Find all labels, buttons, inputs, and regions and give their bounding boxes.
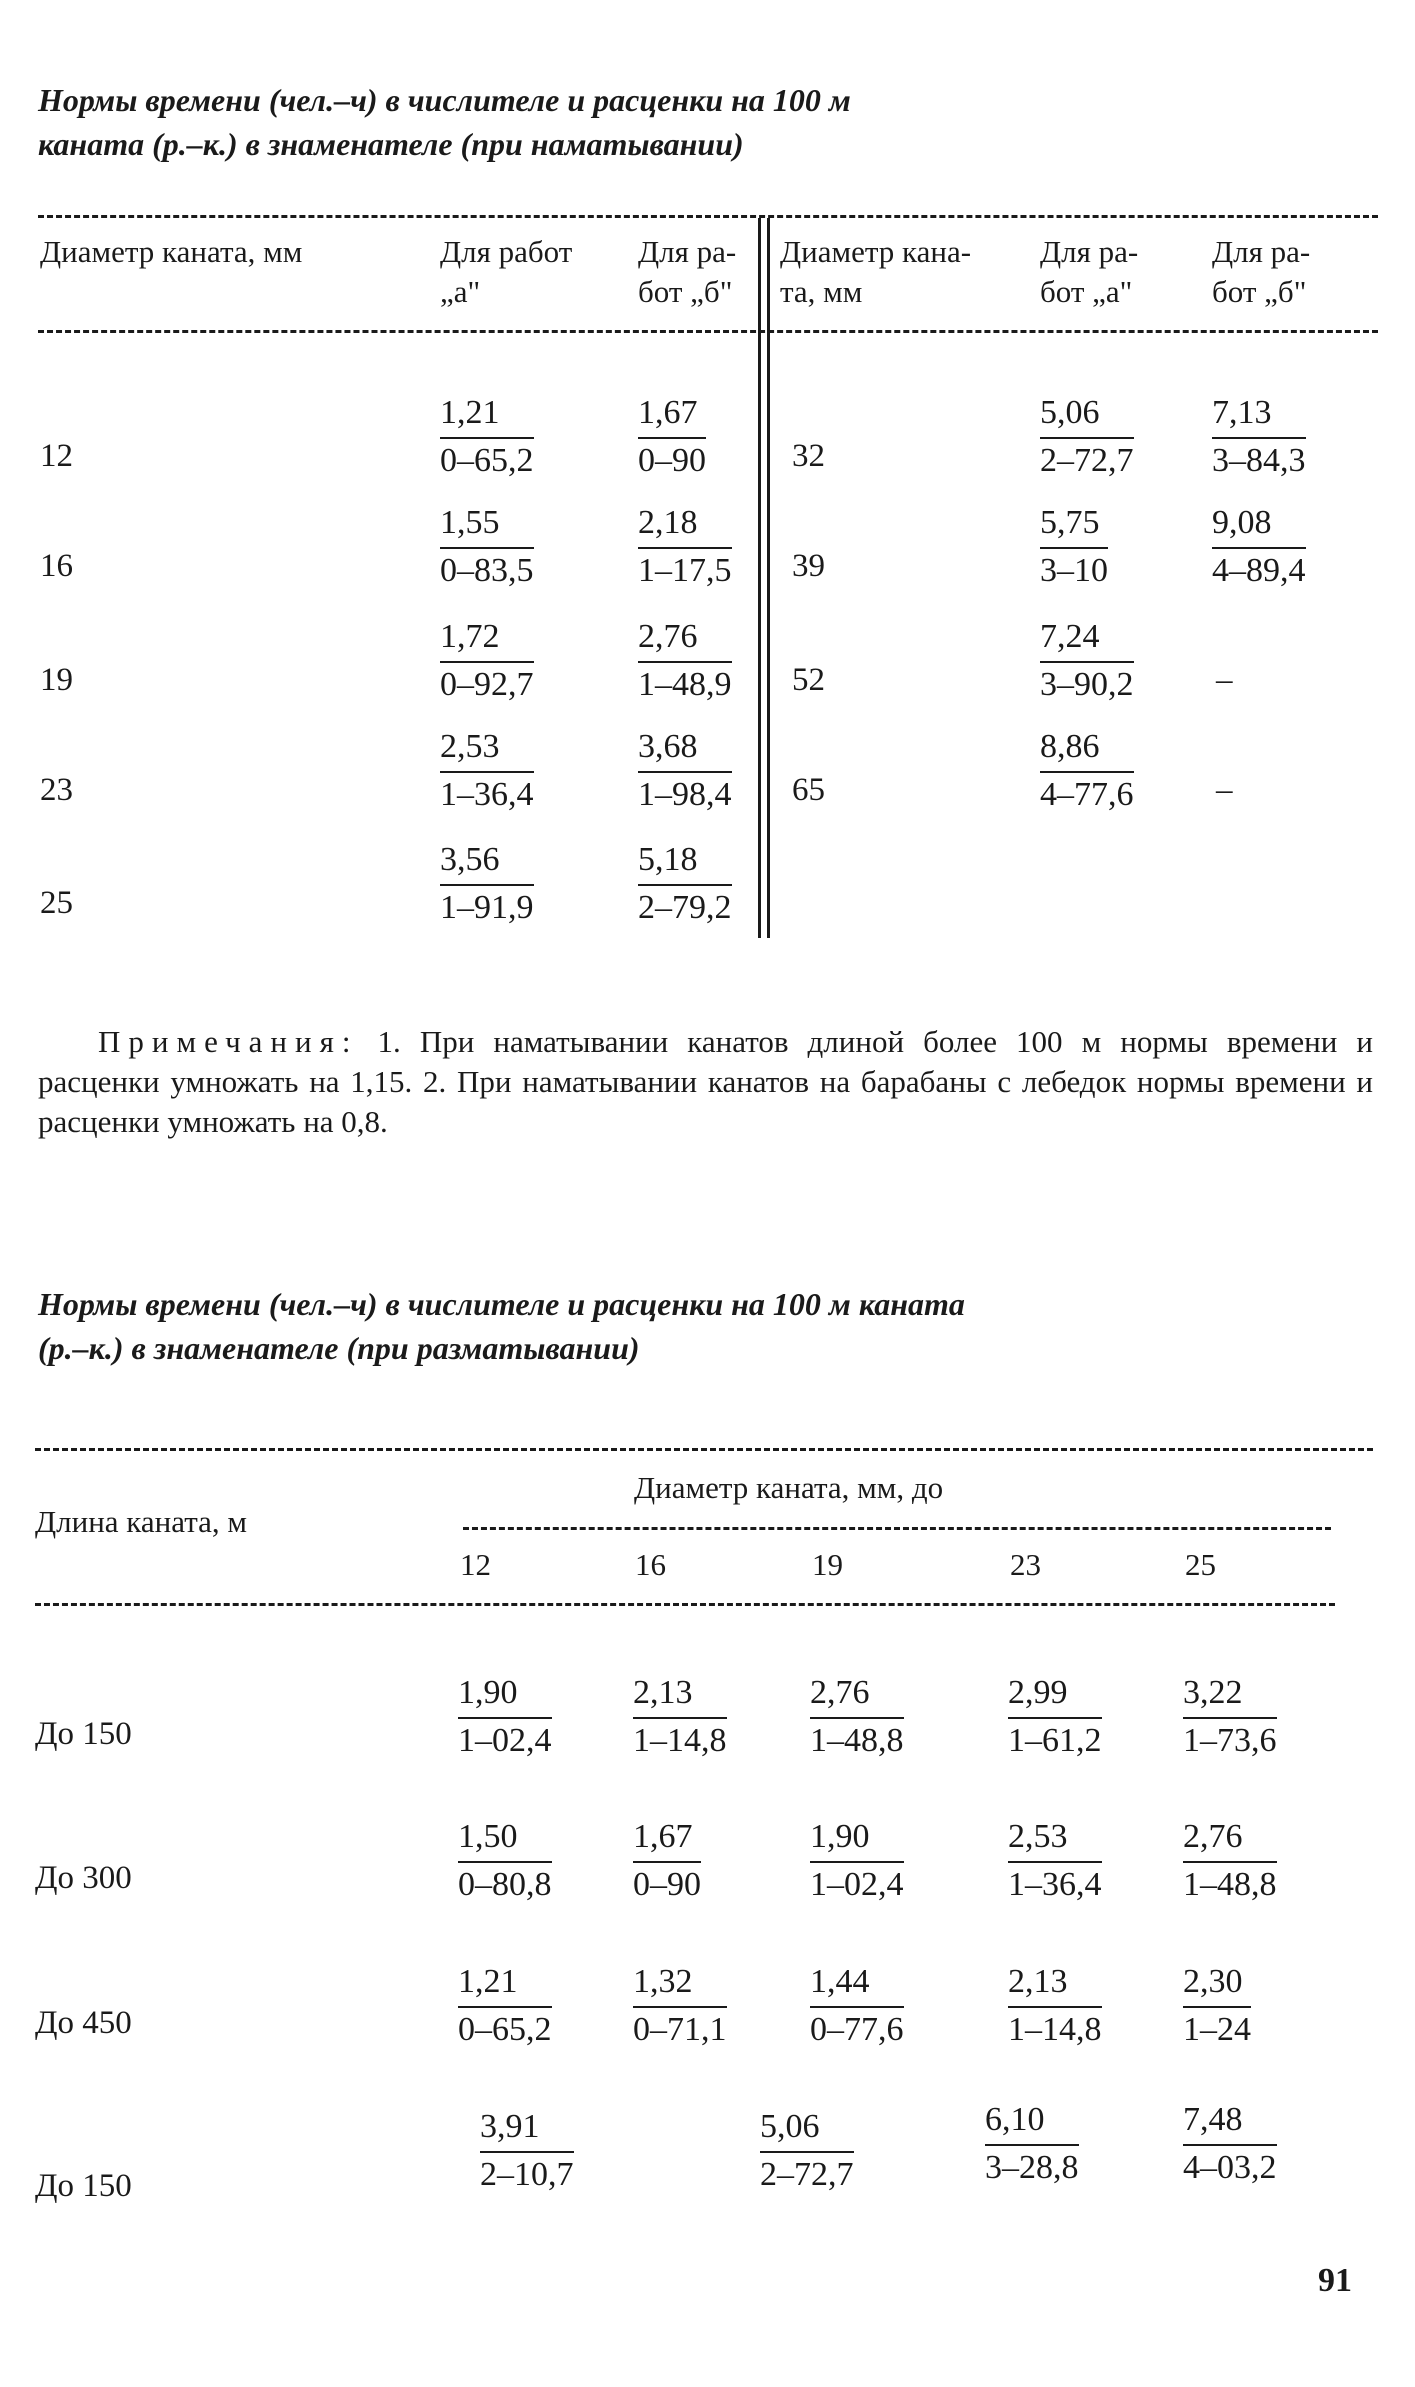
- t1-header-a-left-1: Для работ: [440, 234, 573, 269]
- t2-row3-col23: [1008, 1962, 1102, 2050]
- denominator: 1–14,8: [1008, 2006, 1102, 2050]
- t2-row2-col25: [1183, 1817, 1277, 1905]
- t2-row2-col16: [633, 1817, 701, 1905]
- t2-row2-col12: [458, 1817, 552, 1905]
- numerator: 2,99: [1008, 1674, 1068, 1711]
- numerator: 7,13: [1212, 394, 1272, 431]
- numerator: 2,18: [638, 504, 698, 541]
- t2-row1-col25: [1183, 1673, 1277, 1761]
- table2-header-rule: [35, 1603, 1335, 1606]
- t2-row1-col12: [458, 1673, 552, 1761]
- numerator: 1,67: [638, 394, 698, 431]
- t1-header-b-left-1: Для ра-: [638, 234, 737, 269]
- t2-header-length: Длина каната, м: [35, 1504, 248, 1539]
- numerator: 3,56: [440, 841, 500, 878]
- t2-row4-label: До 150: [35, 2168, 132, 2204]
- numerator: 2,13: [1008, 1963, 1068, 2000]
- numerator: 1,21: [458, 1963, 518, 2000]
- numerator: 3,22: [1183, 1674, 1243, 1711]
- numerator: 6,10: [985, 2101, 1045, 2138]
- t1-header-b-left-2: бот „б": [638, 274, 733, 309]
- denominator: 1–48,8: [810, 1717, 904, 1761]
- table1-divider-a: [758, 218, 761, 938]
- numerator: 3,68: [638, 728, 698, 765]
- t1-header-diameter-right-2: та, мм: [780, 274, 863, 309]
- denominator: 0–71,1: [633, 2006, 727, 2050]
- t1-right-row4-a: [1040, 727, 1134, 815]
- t2-col-12: 12: [460, 1547, 491, 1582]
- t2-row4-cell3: [985, 2100, 1079, 2188]
- table1-divider-b: [767, 218, 770, 938]
- notes-paragraph: [38, 1022, 1373, 1142]
- t1-left-row2-a: [440, 503, 534, 591]
- denominator: 0–80,8: [458, 1861, 552, 1905]
- table2-top-rule: [35, 1448, 1373, 1451]
- numerator: 5,18: [638, 841, 698, 878]
- t1-header-b-right-2: бот „б": [1212, 274, 1307, 309]
- numerator: 7,24: [1040, 618, 1100, 655]
- denominator: 2–10,7: [480, 2151, 574, 2195]
- denominator: 4–89,4: [1212, 547, 1306, 591]
- t2-col-16: 16: [635, 1547, 666, 1582]
- section2-title-line1: Нормы времени (чел.–ч) в числителе и расценки на 100 м каната: [38, 1286, 965, 1322]
- t1-left-row4-a: [440, 727, 534, 815]
- denominator: 2–72,7: [760, 2151, 854, 2195]
- t1-left-row1-a: [440, 393, 534, 481]
- t1-right-row3-b-empty: –: [1216, 662, 1233, 698]
- t1-left-row3-diameter: 19: [40, 662, 73, 698]
- t1-left-row4-b: [638, 727, 732, 815]
- denominator: 2–72,7: [1040, 437, 1134, 481]
- denominator: 1–02,4: [810, 1861, 904, 1905]
- t2-header-diameter: Диаметр каната, мм, до: [634, 1470, 944, 1505]
- denominator: 1–02,4: [458, 1717, 552, 1761]
- t2-col-19: 19: [812, 1547, 843, 1582]
- t1-header-diameter-left: Диаметр каната, мм: [40, 234, 303, 269]
- t1-left-row3-b: [638, 617, 732, 705]
- t2-row3-col12: [458, 1962, 552, 2050]
- t2-row4-cell1: [480, 2107, 574, 2195]
- notes-text: 1. При наматывании канатов длиной более 100 м нормы времени и расценки умножать на 1,15. 2. При наматывании канатов на барабаны с лебедок нормы времени и расценки умножать на 0,8.: [38, 1024, 1373, 1139]
- section2-title-line2: (р.–к.) в знаменателе (при разматывании): [38, 1330, 640, 1366]
- t1-left-row4-diameter: 23: [40, 772, 73, 808]
- numerator: 1,90: [458, 1674, 518, 1711]
- t1-right-row1-diameter: 32: [792, 438, 825, 474]
- t2-row1-col23: [1008, 1673, 1102, 1761]
- t1-left-row2-diameter: 16: [40, 548, 73, 584]
- denominator: 1–98,4: [638, 771, 732, 815]
- denominator: 3–10: [1040, 547, 1108, 591]
- t2-row3-col19: [810, 1962, 904, 2050]
- t1-header-a-left-2: „а": [440, 274, 481, 309]
- numerator: 1,32: [633, 1963, 693, 2000]
- denominator: 0–83,5: [440, 547, 534, 591]
- t2-row2-col19: [810, 1817, 904, 1905]
- numerator: 5,06: [760, 2108, 820, 2145]
- t1-left-row2-b: [638, 503, 732, 591]
- t2-row1-label: До 150: [35, 1716, 132, 1752]
- denominator: 1–24: [1183, 2006, 1251, 2050]
- t1-right-row1-a: [1040, 393, 1134, 481]
- numerator: 8,86: [1040, 728, 1100, 765]
- t1-right-row4-diameter: 65: [792, 772, 825, 808]
- denominator: 0–90: [638, 437, 706, 481]
- t2-row3-col25: [1183, 1962, 1251, 2050]
- numerator: 5,06: [1040, 394, 1100, 431]
- numerator: 1,67: [633, 1818, 693, 1855]
- denominator: 4–03,2: [1183, 2144, 1277, 2188]
- numerator: 7,48: [1183, 2101, 1243, 2138]
- numerator: 1,21: [440, 394, 500, 431]
- numerator: 3,91: [480, 2108, 540, 2145]
- t2-col-25: 25: [1185, 1547, 1216, 1582]
- table1-top-rule: [38, 215, 1378, 218]
- t1-header-a-right-1: Для ра-: [1040, 234, 1139, 269]
- t1-left-row1-b: [638, 393, 706, 481]
- t1-left-row3-a: [440, 617, 534, 705]
- numerator: 1,90: [810, 1818, 870, 1855]
- denominator: 1–61,2: [1008, 1717, 1102, 1761]
- t2-row4-cell2: [760, 2107, 854, 2195]
- denominator: 3–84,3: [1212, 437, 1306, 481]
- denominator: 0–65,2: [458, 2006, 552, 2050]
- numerator: 2,53: [440, 728, 500, 765]
- t1-right-row3-diameter: 52: [792, 662, 825, 698]
- numerator: 2,13: [633, 1674, 693, 1711]
- denominator: 3–90,2: [1040, 661, 1134, 705]
- t2-row2-col23: [1008, 1817, 1102, 1905]
- denominator: 1–48,9: [638, 661, 732, 705]
- notes-label: Примечания:: [98, 1024, 359, 1059]
- numerator: 1,50: [458, 1818, 518, 1855]
- t1-left-row1-diameter: 12: [40, 438, 73, 474]
- t1-right-row2-diameter: 39: [792, 548, 825, 584]
- t1-right-row2-a: [1040, 503, 1108, 591]
- denominator: 1–36,4: [1008, 1861, 1102, 1905]
- numerator: 2,76: [1183, 1818, 1243, 1855]
- t1-left-row5-diameter: 25: [40, 885, 73, 921]
- t1-right-row2-b: [1212, 503, 1306, 591]
- t1-left-row5-a: [440, 840, 534, 928]
- denominator: 2–79,2: [638, 884, 732, 928]
- numerator: 9,08: [1212, 504, 1272, 541]
- denominator: 1–17,5: [638, 547, 732, 591]
- t1-header-a-right-2: бот „а": [1040, 274, 1133, 309]
- t1-left-row5-b: [638, 840, 732, 928]
- numerator: 1,72: [440, 618, 500, 655]
- numerator: 1,55: [440, 504, 500, 541]
- t1-right-row3-a: [1040, 617, 1134, 705]
- denominator: 1–73,6: [1183, 1717, 1277, 1761]
- section1-title-line1: Нормы времени (чел.–ч) в числителе и расценки на 100 м: [38, 82, 851, 118]
- numerator: 2,53: [1008, 1818, 1068, 1855]
- t1-header-diameter-right-1: Диаметр кана-: [780, 234, 972, 269]
- denominator: 0–90: [633, 1861, 701, 1905]
- t2-row1-col16: [633, 1673, 727, 1761]
- t1-right-row4-b-empty: –: [1216, 772, 1233, 808]
- t1-right-row1-b: [1212, 393, 1306, 481]
- denominator: 0–92,7: [440, 661, 534, 705]
- table2-subheader-rule: [463, 1527, 1331, 1530]
- t2-row4-cell4: [1183, 2100, 1277, 2188]
- numerator: 2,30: [1183, 1963, 1243, 2000]
- denominator: 0–65,2: [440, 437, 534, 481]
- t2-col-23: 23: [1010, 1547, 1041, 1582]
- section1-title-line2: каната (р.–к.) в знаменателе (при наматывании): [38, 126, 744, 162]
- table1-header-rule: [38, 330, 1378, 333]
- t2-row1-col19: [810, 1673, 904, 1761]
- denominator: 1–91,9: [440, 884, 534, 928]
- denominator: 1–48,8: [1183, 1861, 1277, 1905]
- denominator: 4–77,6: [1040, 771, 1134, 815]
- numerator: 1,44: [810, 1963, 870, 2000]
- numerator: 2,76: [810, 1674, 870, 1711]
- t2-row2-label: До 300: [35, 1860, 132, 1896]
- page-number: 91: [1318, 2262, 1352, 2299]
- numerator: 5,75: [1040, 504, 1100, 541]
- denominator: 1–36,4: [440, 771, 534, 815]
- denominator: 1–14,8: [633, 1717, 727, 1761]
- t1-header-b-right-1: Для ра-: [1212, 234, 1311, 269]
- denominator: 3–28,8: [985, 2144, 1079, 2188]
- numerator: 2,76: [638, 618, 698, 655]
- t2-row3-label: До 450: [35, 2005, 132, 2041]
- t2-row3-col16: [633, 1962, 727, 2050]
- denominator: 0–77,6: [810, 2006, 904, 2050]
